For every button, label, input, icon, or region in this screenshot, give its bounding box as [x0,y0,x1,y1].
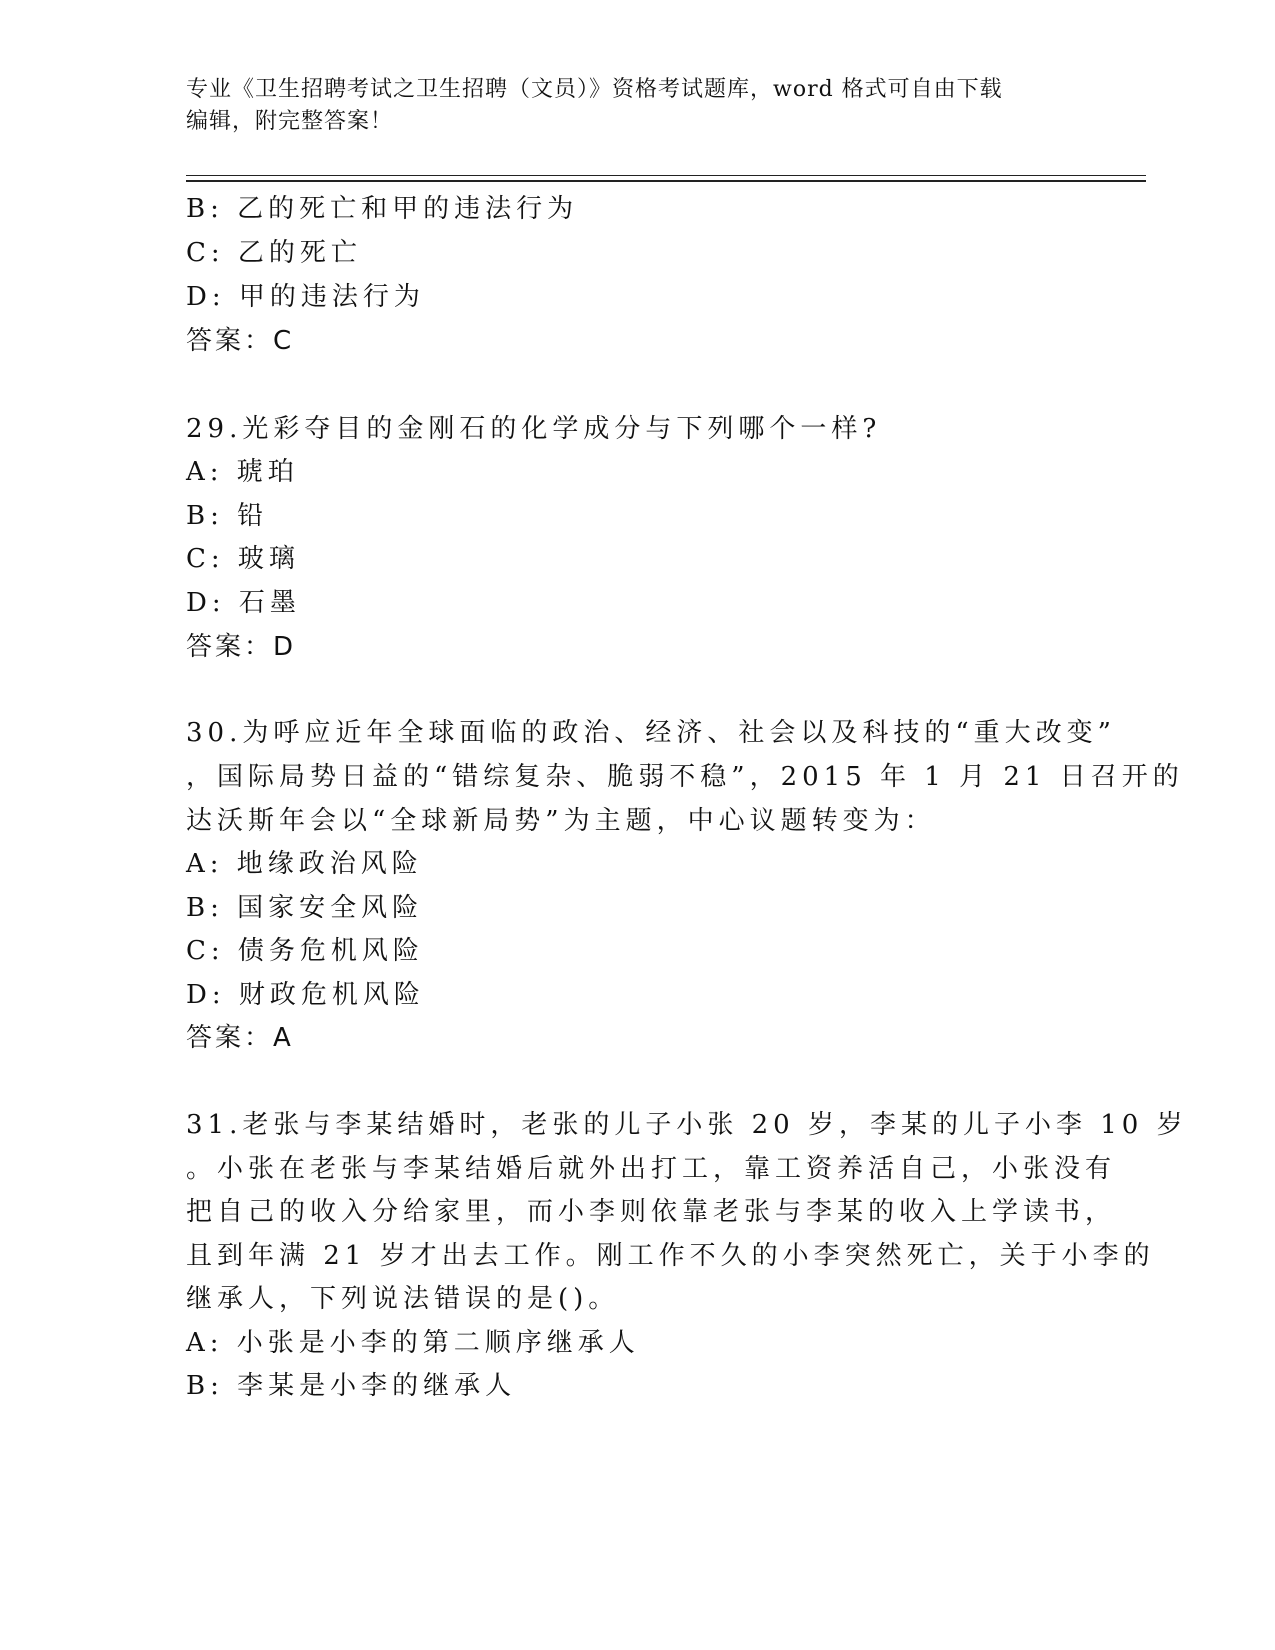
q29-option-d: D: 石墨 [186,588,301,618]
q28-option-b: B: 乙的死亡和甲的违法行为 [186,194,579,224]
q31-stem-line-5: 继承人，下列说法错误的是()。 [186,1284,620,1314]
q31-option-a: A: 小张是小李的第二顺序继承人 [186,1328,640,1358]
header-line-1: 专业《卫生招聘考试之卫生招聘（文员）》资格考试题库，word 格式可自由下载 [186,77,1003,102]
q30-option-c: C: 债务危机风险 [186,936,424,966]
q29-option-b: B: 铅 [186,501,269,531]
q31-option-b: B: 李某是小李的继承人 [186,1371,517,1401]
q29-stem: 29.光彩夺目的金刚石的化学成分与下列哪个一样? [186,414,882,444]
q30-stem-line-1: 30.为呼应近年全球面临的政治、经济、社会以及科技的“重大改变” [186,718,1116,748]
q31-stem-line-1: 31.老张与李某结婚时，老张的儿子小张 20 岁，李某的儿子小李 10 岁 [186,1110,1188,1140]
q28-answer: 答案：C [186,326,295,356]
q31-stem-line-2: 。小张在老张与李某结婚后就外出打工，靠工资养活自己，小张没有 [186,1154,1117,1184]
header-divider-thin [186,175,1146,176]
q31-stem-line-4: 且到年满 21 岁才出去工作。刚工作不久的小李突然死亡，关于小李的 [186,1241,1155,1271]
q28-option-d: D: 甲的违法行为 [186,282,425,312]
q29-option-c: C: 玻璃 [186,544,300,574]
header-divider-thick [186,180,1146,182]
q29-answer: 答案：D [186,632,297,662]
page-header [186,74,1066,138]
q29-option-a: A: 琥珀 [186,457,299,487]
q28-option-c: C: 乙的死亡 [186,238,362,268]
q30-stem-line-3: 达沃斯年会以“全球新局势”为主题，中心议题转变为： [186,806,936,836]
q30-answer: 答案：A [186,1023,294,1053]
q30-option-a: A: 地缘政治风险 [186,849,423,879]
header-line-2: 编辑，附完整答案！ [186,109,394,134]
q30-option-d: D: 财政危机风险 [186,980,425,1010]
q30-stem-line-2: ，国际局势日益的“错综复杂、脆弱不稳”，2015 年 1 月 21 日召开的 [186,762,1184,792]
q31-stem-line-3: 把自己的收入分给家里，而小李则依靠老张与李某的收入上学读书， [186,1197,1117,1227]
q30-option-b: B: 国家安全风险 [186,893,424,923]
